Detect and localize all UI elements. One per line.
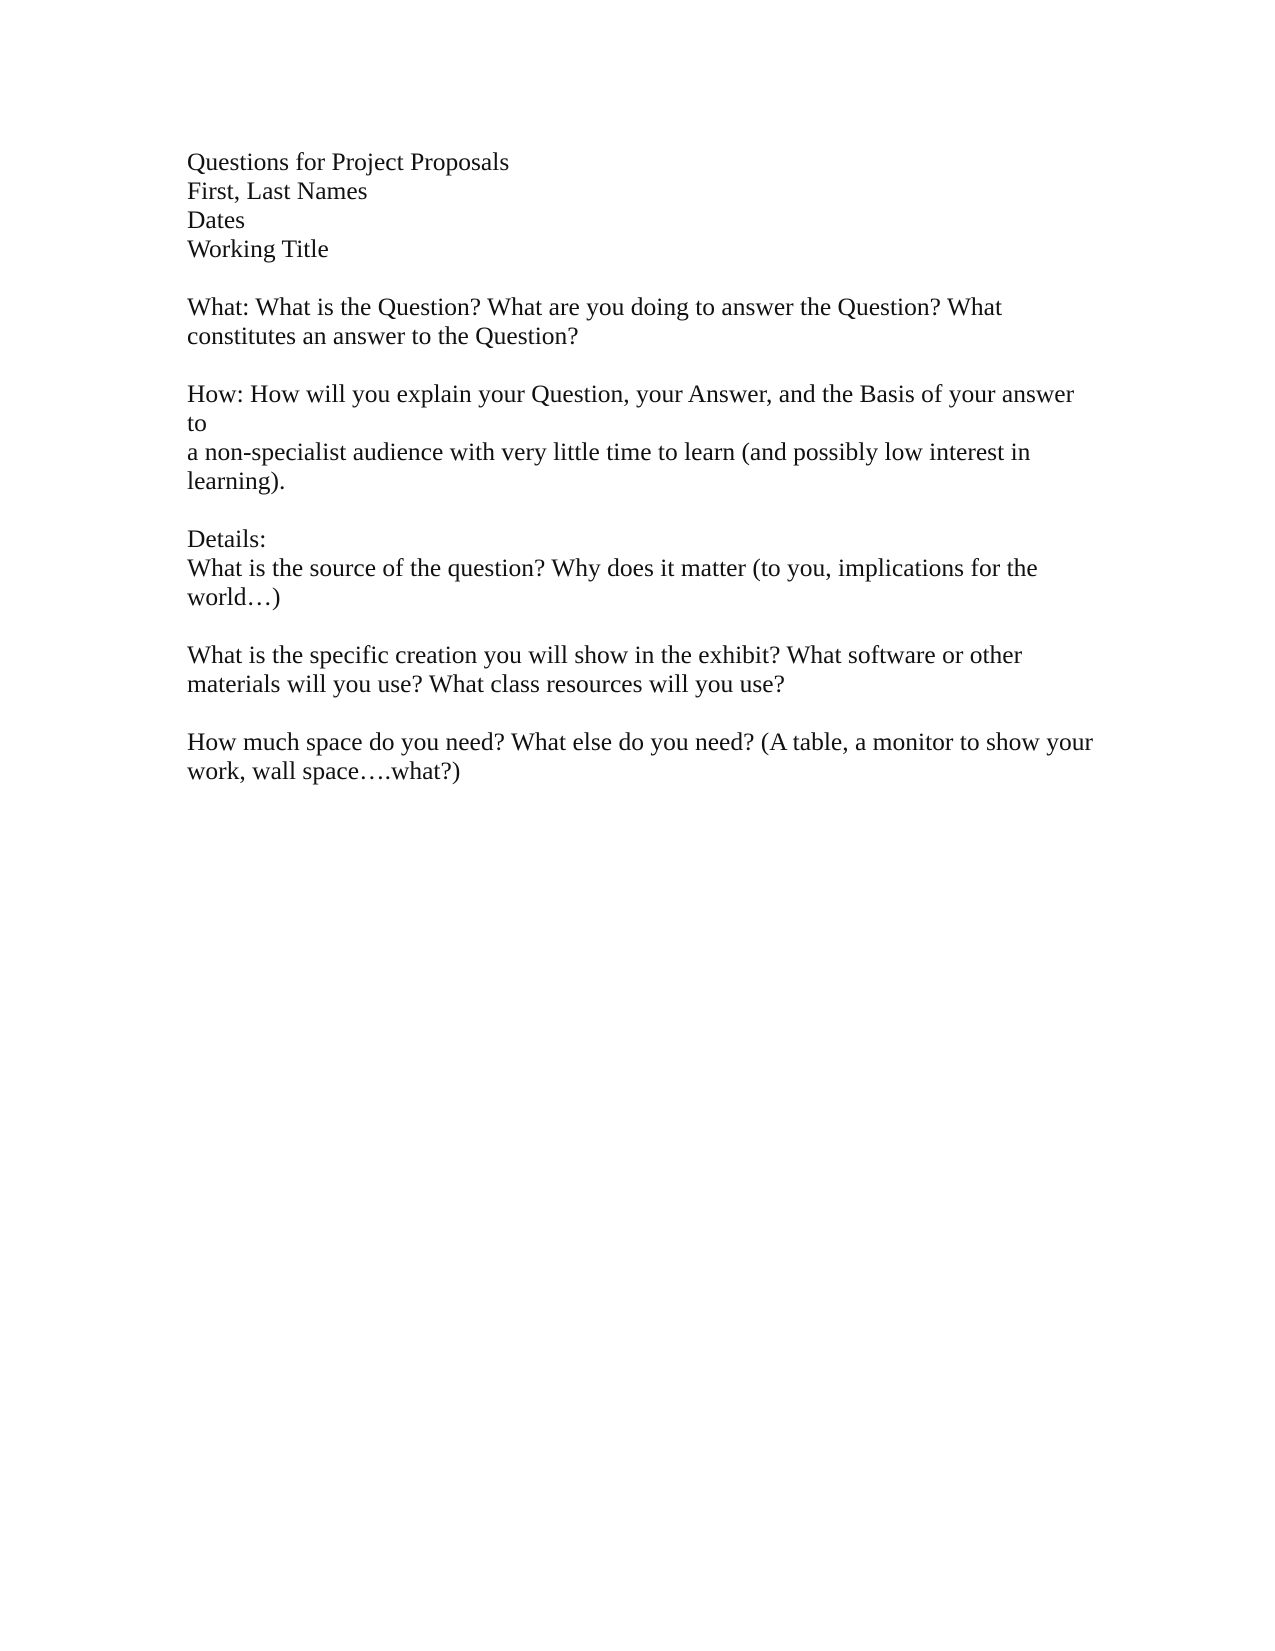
- details-heading: Details:: [187, 524, 267, 553]
- document-body: [187, 147, 1097, 785]
- creation-line-1: What is the specific creation you will show in the exhibit? What software or other: [187, 640, 1023, 669]
- details-section: [187, 524, 1097, 611]
- space-line-1: How much space do you need? What else do you need? (A table, a monitor to show your: [187, 727, 1093, 756]
- space-paragraph: [187, 727, 1097, 785]
- how-line-2: a non-specialist audience with very little time to learn (and possibly low interest in: [187, 437, 1031, 466]
- creation-line-2: materials will you use? What class resources will you use?: [187, 669, 785, 698]
- creation-paragraph: [187, 640, 1097, 698]
- what-line-2: constitutes an answer to the Question?: [187, 321, 579, 350]
- source-line-1: What is the source of the question? Why does it matter (to you, implications for the: [187, 553, 1038, 582]
- document-title: Questions for Project Proposals: [187, 147, 510, 176]
- what-line-1: What: What is the Question? What are you doing to answer the Question? What: [187, 292, 1003, 321]
- names-line: First, Last Names: [187, 176, 368, 205]
- working-title-line: Working Title: [187, 234, 329, 263]
- how-line-1: How: How will you explain your Question, your Answer, and the Basis of your answer to: [187, 379, 1075, 437]
- space-line-2: work, wall space….what?): [187, 756, 461, 785]
- how-line-3: learning).: [187, 466, 286, 495]
- document-header: [187, 147, 1097, 263]
- how-paragraph: [187, 379, 1097, 495]
- what-paragraph: [187, 292, 1097, 350]
- dates-line: Dates: [187, 205, 246, 234]
- source-line-2: world…): [187, 582, 281, 611]
